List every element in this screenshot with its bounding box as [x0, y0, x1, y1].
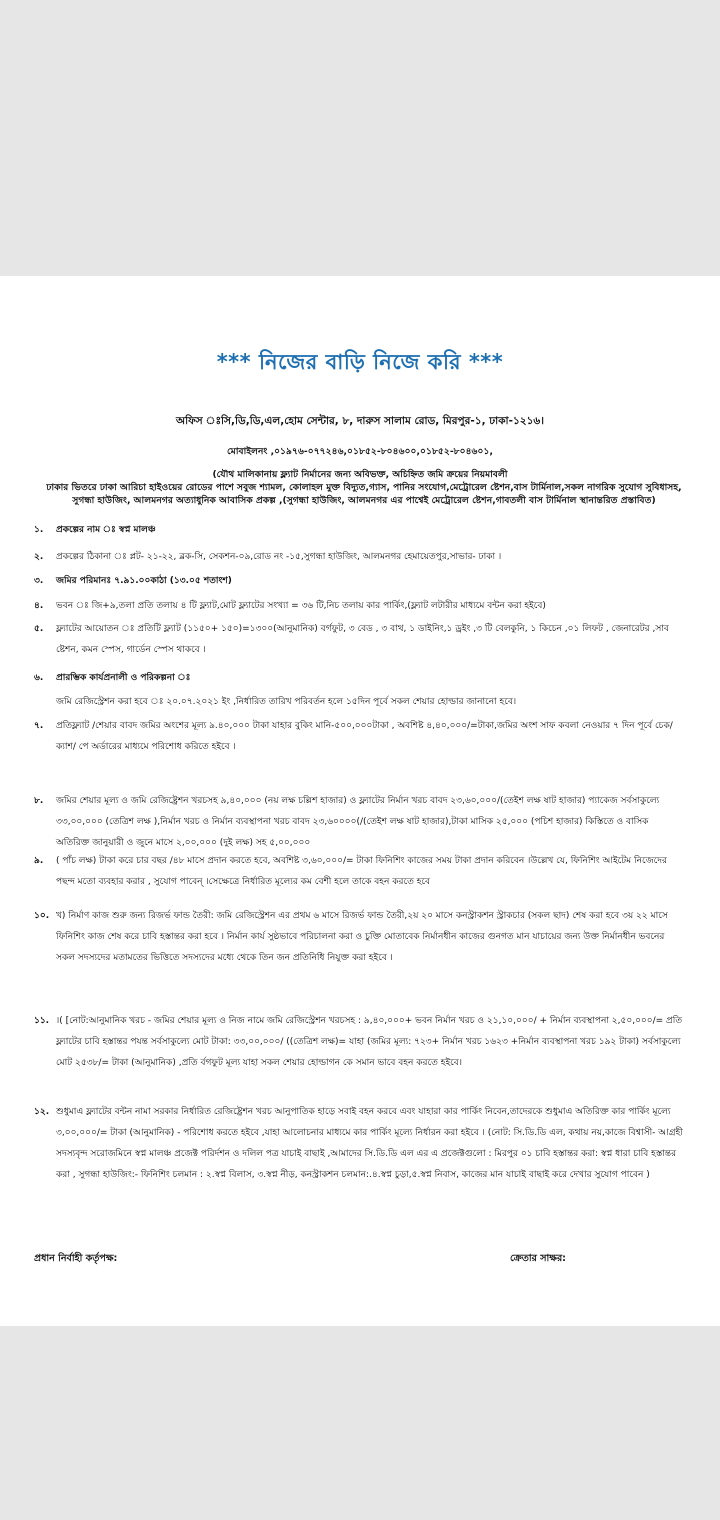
document-page — [0, 276, 720, 1326]
list-item: ৮. জমির শেয়ার মূল্য ও জমি রেজিষ্ট্রেশন খরচসহ ৯,৪০,০০০ (নয় লক্ষ চল্লিশ হাজার) ও ফ্ল্যাটের নির্মান খরচ বাবদ ২৩,৬০,০০০/(তেইশ লক্ষ ষাট হাজার) প্যাকেজ সর্বসাকুল্যে ৩৩,০০,০০০ (তেত্রিশ লক্ষ ),নির্মান খরচ ও নির্মান ব্যবস্থাপনা খরচ বাবদ ২৩,৬০০০০(/(তেইশ লক্ষ ষাট হাজার),টাকা মাসিক ২৫,০০০ (পচিশ হাজার) কিস্তিতে ও বাসিক অতিরিক্ত জানুয়ারী ও জুনে মাসে ২,০০,০০০ (দুই লক্ষ) সহ ৫,০০,০০০ — [34, 796, 660, 848]
rules-heading: (যৌথ মালিকানায় ফ্ল্যাট নির্মানের জন্য অবিভক্ত, অচিহ্নিত জমি ক্রয়ের নিয়মাবলী — [212, 469, 508, 480]
list-item: জমি রেজিস্ট্রেশন করা হবে ঃ ২০.০৭.২০২১ ইং ,নির্ধারিত তারিখ পরিবর্তন হলে ১৫দিন পূর্বে সকল শেয়ার হোল্ডার জানানো হবে। — [56, 697, 517, 707]
list-item: ১. প্রকল্পের নাম ঃ স্বপ্ন মালঞ্চ — [34, 525, 156, 535]
office-address: অফিস ঃসি,ডি,ডি,এল,হোম সেন্টার, ৮, দারুস সালাম রোড, মিরপুর-১, ঢাকা-১২১৬। — [176, 415, 544, 427]
list-item: ১১. ।( [নোট:আনুমানিক খরচ - জমির শেয়ার মূল্য ও নিজ নামে জমি রেজিস্ট্রেশন খরচসহ : ৯,৪০,০০০+ ভবন নির্মান খরচ ও ২১,১০,০০০/ + নির্মান ব্যবস্থাপনা ২,৫০,০০০/= প্রতি ফ্ল্যাটের চাবি হস্তান্তর পযন্ত সর্বসাকুল্যে মোট টাকা: ৩৩,০০,০০০/ ((তেত্রিশ লক্ষ)= যাহা (জমির মূল্য: ৭২৩+ নির্মান খরচ ১৬২৩ +নির্মান ব্যবস্থাপনা খরচ ১৯২ টাকা) সর্বসাকুল্যে মোট ২৫৩৮/= টাকা (আনুমানিক) ,প্রতি র্বগফুট মূল্য যাহা সকল শেয়ার হোল্ডাগন কে সমান ভাবে বহন করতে হইবে। — [34, 1016, 683, 1068]
list-item: ৫. ফ্ল্যাটের আয়োতন ঃ প্রতিটি ফ্ল্যাট (১১৫০+ ১৫০)=১৩০০(আনুমানিক) বর্গফুট, ৩ বেড , ৩ বাথ, ১ ডাইনিং,১ ড্রইং ,৩ টি বেলকুনি, ১ কিচেন ,০১ লিফট , জেনারেটর ,সাব ষ্টেশন, কমন স্পেস, গার্ডেন স্পেস থাকবে । — [34, 624, 669, 655]
list-item: ১০. খ) নির্মাণ কাজ শুরু জন্য রিজর্ভ ফান্ড তৈরী: জমি রেজিস্ট্রেশন এর প্রথম ৬ মাসে রিজর্ভ ফান্ড তৈরী,২য় ২০ মাসে কনস্ট্রাকশন স্ট্রাকচার (সকল ছাদ) শেষ করা হবে ৩য় ২২ মাসে ফিনিশিং কাজ শেষ করে চাবি হস্তান্তর করা হবে । নির্মান কার্য সুষ্ঠভাবে পরিচালনা করা ও চুক্তি মোতাবেক নির্মানধীন কাজের গুনগত মান যাচায়ের জন্য উক্ত নির্মানধীন ভবনের সকল সদস্যদের মতামতের ভিত্তিতে সদস্যদের মধ্যে থেকে তিন জন প্রতিনিধি নিযুক্ত করা হইবে । — [34, 911, 668, 963]
list-item: ৬. প্রারম্ভিক কার্যপ্রনালী ও পরিকল্পনা ঃ — [34, 673, 191, 683]
signature-authority-label: প্রধান নির্বাহী কর্তৃপক্ষ: — [34, 1253, 118, 1264]
signature-buyer-label: ক্রেতার সাক্ষর: — [510, 1253, 566, 1264]
list-item: ২. প্রকল্পের ঠিকানা ঃ প্লট- ২১-২২, ব্লক-সি, সেকশন-০৯,রোড নং -১৫,সুগন্ধা হাউজিং, আলমনগর হেমায়েতপুর,সাভার- ঢাকা । — [34, 552, 502, 562]
mobile-numbers: মোবাইলনং ,০১৯৭৬-০৭৭২৪৬,০১৮৫২-৮০৪৬০০,০১৮৫২-৮০৪৬০১, — [227, 446, 493, 457]
intro-paragraph: ঢাকার ভিতরে ঢাকা আরিচা হাইওয়ের রোডের পাশে সবুজ শ্যামল, কোলাহল মুক্ত বিদ্যুত,গ্যাস, পানির সংযোগ,মেট্রোরেল ষ্টেশন,বাস টার্মিনাল,সকল নাগরিক সুযোগ সুবিধাসহ, সুগন্ধা হাউজিং, আলমনগর অত্যাধুনিক আবাসিক প্রকল্প ,(সুগন্ধা হাউজিং, আলমনগর এর পাশ্বেই মেট্রোরেল ষ্টেশন,গাবতলী বাস টার্মিনাল স্থানান্তরিত প্রস্তাবিত) — [46, 482, 682, 506]
document-title: *** নিজের বাড়ি নিজে করি *** — [216, 350, 504, 374]
list-item: ৪. ভবন ঃ জি+৯,তলা প্রতি তলায় ৪ টি ফ্ল্যাট,মোট ফ্ল্যাটের সংখ্যা = ৩৬ টি,নিচ তলায় কার পার্কিং,(ফ্ল্যাট লটারীর মাধ্যমে বন্টন করা হইবে) — [34, 601, 546, 611]
list-item: ৩. জমির পরিমানঃ ৭.৯১.০০কাঠা (১৩.০৫ শতাংশ) — [34, 576, 232, 586]
list-item: ১২. শুধুমাএ ফ্ল্যাটের বন্টন নামা সরকার নির্ধারিত রেজিষ্ট্রেশন খরচ আনুপাতিক হাড়ে সবাই বহন করবে এবং যাহারা কার পার্কিং নিবেন,তাদেরকে শুধুমাএ অতিরিক্ত কার পার্কিং মূল্যে ৩,০০,০০০/= টাকা (আনুমানিক) - পরিশোধ করতে হইবে ,যাহা আলোচনার মাধ্যমে কার পার্কিং মূল্যে নির্ধারন করা হইবে । (নোট: সি.ডি.ডি এল, কথায় নয়,কাজে বিশ্বাসী- আগ্রহী সদস্যবৃন্দ সরোজমিনে স্বপ্ন মালঞ্চ প্রজেক্ট পরির্দশন ও দলিল পত্র যাচাই বাছাই ,আমাদের সি.ডি.ডি এল এর এ প্রজেক্টগুলো : মিরপুর ০১ চাবি হস্তান্তর করা: স্বপ্ন ধারা চাবি হস্তান্তর করা , সুগন্ধা হাউজিং:- ফিনিশিং চলমান : ২.স্বপ্ন বিলাস, ৩.স্বপ্ন নীড়, কনস্ট্রাকশন চলমান:.৪.স্বপ্ন চুড়া,৫.স্বপ্ন নিবাস, কাজের মান যাচাই বাছাই করে দেখার সুযোগ পাবেন ) — [34, 1107, 683, 1180]
list-item: ৯. ( পাঁচ লক্ষ) টাকা করে চার বছর /৪৮ মাসে প্রদান করতে হবে, অবশিষ্ট ৩,৬০,০০০/= টাকা ফিনিশিং কাজের সময় টাকা প্রদান করিবেন ।উল্লেখ যে, ফিনিশিং আইটেম নিজেদের পছন্দ মতো ব্যবহার করার , সুযোগ পাবেন্ ।সেক্ষেত্রে নির্ধারিত মূল্যের কম বেশী হলে তাকে বহন করতে হবে — [34, 856, 667, 887]
list-item: ৭. প্রতিফ্ল্যাট /শেয়ার বাবদ জমির অংশের মূল্য ৯.৪০,০০০ টাকা যাহার বুকিং মানি-৫০০,০০০টাকা , অবশিষ্ট ৪,৪০,০০০/=টাকা,জমির অংশ সাফ কবলা নেওয়ার ৭ দিন পূর্বে চেক/ক্যাশ/ পে অর্ডারের মাধ্যমে পরিশোধ করিতে হইবে । — [34, 721, 673, 752]
